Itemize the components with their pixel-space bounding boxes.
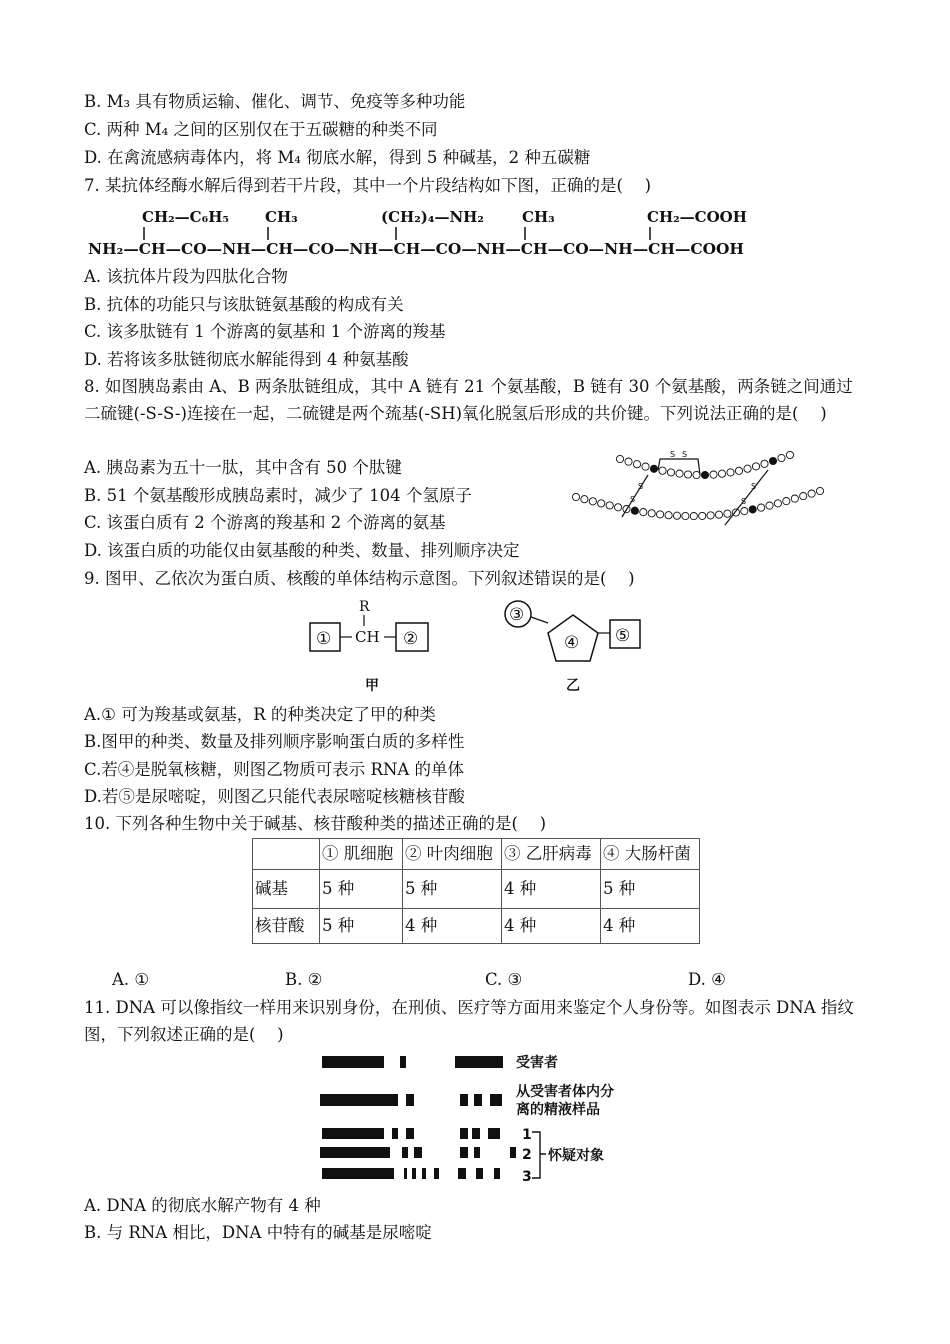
table-cell: 5 种 xyxy=(403,870,502,909)
q10-option-b: B. ② xyxy=(285,970,323,989)
amino-acid-bead xyxy=(657,511,664,518)
label-circle-3: ③ xyxy=(509,605,525,625)
amino-acid-bead xyxy=(589,498,596,505)
amino-acid-bead xyxy=(715,511,722,518)
amino-acid-bead xyxy=(633,461,640,468)
formula-side-chain-3: (CH₂)₄—NH₂ xyxy=(381,208,484,226)
amino-acid-bead xyxy=(615,504,622,511)
amino-acid-bead xyxy=(749,506,756,513)
amino-acid-bead xyxy=(808,490,815,497)
label-suspect-3: 3 xyxy=(522,1169,532,1185)
q11-stem: 11. DNA 可以像指纹一样用来识别身份，在刑侦、医疗等方面用来鉴定个人身份等。如图表示 DNA 指纹图，下列叙述正确的是( ) xyxy=(84,998,854,1044)
amino-acid-bead xyxy=(682,512,689,519)
q8-option-b: B. 51 个氨基酸形成胰岛素时，减少了 104 个氢原子 xyxy=(84,486,472,505)
amino-acid-bead xyxy=(642,463,649,470)
q6-option-b: B. M₃ 具有物质运输、催化、调节、免疫等多种功能 xyxy=(84,92,466,111)
band-row-suspect-1 xyxy=(322,1128,500,1139)
table-row xyxy=(253,870,700,909)
table-header-cell: ② 叶肉细胞 xyxy=(403,839,502,870)
q10-table xyxy=(252,838,700,944)
amino-acid-bead xyxy=(752,463,759,470)
table-cell: 4 种 xyxy=(403,909,502,944)
amino-acid-bead xyxy=(693,471,700,478)
band-row-sample xyxy=(320,1094,502,1106)
s-label-6: S xyxy=(741,497,747,506)
q7-option-b: B. 抗体的功能只与该肽链氨基酸的构成有关 xyxy=(84,295,404,314)
label-sample-line1: 从受害者体内分 xyxy=(516,1084,614,1100)
formula-side-chain-1: CH₂—C₆H₅ xyxy=(142,208,229,226)
amino-acid-bead xyxy=(676,470,683,477)
q8-option-c: C. 该蛋白质有 2 个游离的羧基和 2 个游离的氨基 xyxy=(84,513,446,532)
q11-option-a: A. DNA 的彻底水解产物有 4 种 xyxy=(84,1196,321,1215)
formula-main-chain: NH₂—CH—CO—NH—CH—CO—NH—CH—CO—NH—CH—CO—NH—CH—COOH xyxy=(88,240,744,258)
q7-stem: 7. 某抗体经酶水解后得到若干片段，其中一个片段结构如下图，正确的是( ) xyxy=(84,176,652,195)
amino-acid-bead xyxy=(667,469,674,476)
table-cell: 5 种 xyxy=(320,870,403,909)
label-sample-line2: 离的精液样品 xyxy=(516,1102,600,1118)
amino-acid-bead xyxy=(572,493,579,500)
amino-acid-bead xyxy=(673,512,680,519)
q6-option-c: C. 两种 M₄ 之间的区别仅在于五碳糖的种类不同 xyxy=(84,120,438,139)
amino-acid-bead xyxy=(800,493,807,500)
amino-acid-bead xyxy=(625,458,632,465)
amino-acid-bead xyxy=(761,460,768,467)
q8-stem: 8. 如图胰岛素由 A、B 两条肽链组成，其中 A 链有 21 个氨基酸，B 链有 30 个氨基酸，两条链之间通过二硫键(-S-S-)连接在一起，二硫键是两个巯基(-SH)氧化脱氢后形成的共价键。下列说法正确的是( ) xyxy=(84,377,853,423)
label-suspect: 怀疑对象 xyxy=(548,1148,604,1164)
table-cell: 4 种 xyxy=(502,870,601,909)
q9-option-b: B.图甲的种类、数量及排列顺序影响蛋白质的多样性 xyxy=(84,732,465,751)
q10-option-a: A. ① xyxy=(112,970,150,989)
q11-option-b: B. 与 RNA 相比，DNA 中特有的碱基是尿嘧啶 xyxy=(84,1223,432,1242)
insulin-b-chain xyxy=(572,487,823,519)
amino-acid-bead xyxy=(659,467,666,474)
formula-side-chain-5: CH₂—COOH xyxy=(647,208,747,226)
table-header-cell xyxy=(253,839,320,870)
table-cell: 5 种 xyxy=(320,909,403,944)
s-label-2: S xyxy=(682,450,688,459)
q10-stem: 10. 下列各种生物中关于碱基、核苷酸种类的描述正确的是( ) xyxy=(84,814,547,833)
amino-acid-bead xyxy=(778,454,785,461)
q9-option-c: C.若④是脱氧核糖，则图乙物质可表示 RNA 的单体 xyxy=(84,760,465,779)
insulin-a-chain xyxy=(616,451,793,478)
q6-option-d: D. 在禽流感病毒体内，将 M₄ 彻底水解，得到 5 种碱基，2 种五碳糖 xyxy=(84,148,591,167)
monomer-diagram xyxy=(300,593,660,698)
label-circle-2: ② xyxy=(403,629,419,649)
amino-acid-bead xyxy=(791,495,798,502)
label-victim: 受害者 xyxy=(516,1055,558,1071)
s-label-4: S xyxy=(630,495,636,504)
band-row-suspect-2 xyxy=(320,1147,516,1158)
amino-acid-bead xyxy=(650,465,657,472)
amino-acid-bead xyxy=(758,504,765,511)
q7-option-d: D. 若将该多肽链彻底水解能得到 4 种氨基酸 xyxy=(84,350,409,369)
amino-acid-bead xyxy=(701,471,708,478)
amino-acid-bead xyxy=(741,508,748,515)
amino-acid-bead xyxy=(710,471,717,478)
q8-option-d: D. 该蛋白质的功能仅由氨基酸的种类、数量、排列顺序决定 xyxy=(84,541,520,560)
label-ch: CH xyxy=(355,628,380,646)
label-yi: 乙 xyxy=(566,678,580,694)
amino-acid-bead xyxy=(786,451,793,458)
amino-acid-bead xyxy=(665,512,672,519)
amino-acid-bead xyxy=(727,469,734,476)
amino-acid-bead xyxy=(769,457,776,464)
amino-acid-bead xyxy=(581,496,588,503)
amino-acid-bead xyxy=(816,487,823,494)
label-circle-5: ⑤ xyxy=(615,626,631,646)
amino-acid-bead xyxy=(606,502,613,509)
table-cell: 4 种 xyxy=(601,909,700,944)
q9-option-d: D.若⑤是尿嘧啶，则图乙只能代表尿嘧啶核糖核苷酸 xyxy=(84,787,465,806)
band-row-victim xyxy=(322,1056,503,1068)
s-label-3: S xyxy=(638,482,644,491)
amino-acid-bead xyxy=(640,509,647,516)
label-circle-1: ① xyxy=(316,629,332,649)
amino-acid-bead xyxy=(631,507,638,514)
amino-acid-bead xyxy=(690,513,697,520)
q7-option-a: A. 该抗体片段为四肽化合物 xyxy=(84,267,288,286)
suspect-bracket xyxy=(532,1132,546,1178)
amino-acid-bead xyxy=(598,500,605,507)
label-circle-4: ④ xyxy=(564,633,580,653)
s-label-1: S xyxy=(670,450,676,459)
amino-acid-bead xyxy=(648,510,655,517)
table-cell: 核苷酸 xyxy=(253,909,320,944)
s-label-5: S xyxy=(751,482,757,491)
label-jia: 甲 xyxy=(365,678,379,694)
amino-acid-bead xyxy=(718,470,725,477)
peptide-formula xyxy=(84,202,764,262)
amino-acid-bead xyxy=(707,512,714,519)
q8-option-a: A. 胰岛素为五十一肽，其中含有 50 个肽键 xyxy=(84,458,402,477)
amino-acid-bead xyxy=(774,500,781,507)
table-header-row xyxy=(253,839,700,870)
amino-acid-bead xyxy=(684,471,691,478)
q9-option-a: A.① 可为羧基或氨基，R 的种类决定了甲的种类 xyxy=(84,705,436,724)
amino-acid-bead xyxy=(744,465,751,472)
table-row xyxy=(253,909,700,944)
table-header-cell: ① 肌细胞 xyxy=(320,839,403,870)
amino-acid-bead xyxy=(735,467,742,474)
table-cell: 碱基 xyxy=(253,870,320,909)
amino-acid-bead xyxy=(783,498,790,505)
insulin-diagram xyxy=(570,445,830,545)
band-row-suspect-3 xyxy=(322,1168,500,1179)
label-suspect-2: 2 xyxy=(522,1147,532,1163)
formula-side-chain-4: CH₃ xyxy=(522,208,555,226)
q10-option-d: D. ④ xyxy=(688,970,726,989)
amino-acid-bead xyxy=(699,512,706,519)
table-cell: 5 种 xyxy=(601,870,700,909)
label-suspect-1: 1 xyxy=(522,1127,532,1143)
label-r: R xyxy=(359,599,370,615)
amino-acid-bead xyxy=(766,502,773,509)
table-cell: 4 种 xyxy=(502,909,601,944)
dna-fingerprint-diagram xyxy=(310,1050,650,1190)
q7-option-c: C. 该多肽链有 1 个游离的氨基和 1 个游离的羧基 xyxy=(84,322,446,341)
formula-side-chain-2: CH₃ xyxy=(265,208,298,226)
table-header-cell: ④ 大肠杆菌 xyxy=(601,839,700,870)
q9-stem: 9. 图甲、乙依次为蛋白质、核酸的单体结构示意图。下列叙述错误的是( ) xyxy=(84,569,635,588)
table-header-cell: ③ 乙肝病毒 xyxy=(502,839,601,870)
q10-option-c: C. ③ xyxy=(485,970,523,989)
amino-acid-bead xyxy=(724,510,731,517)
disulfide-bridge-2 xyxy=(725,470,768,525)
amino-acid-bead xyxy=(616,455,623,462)
